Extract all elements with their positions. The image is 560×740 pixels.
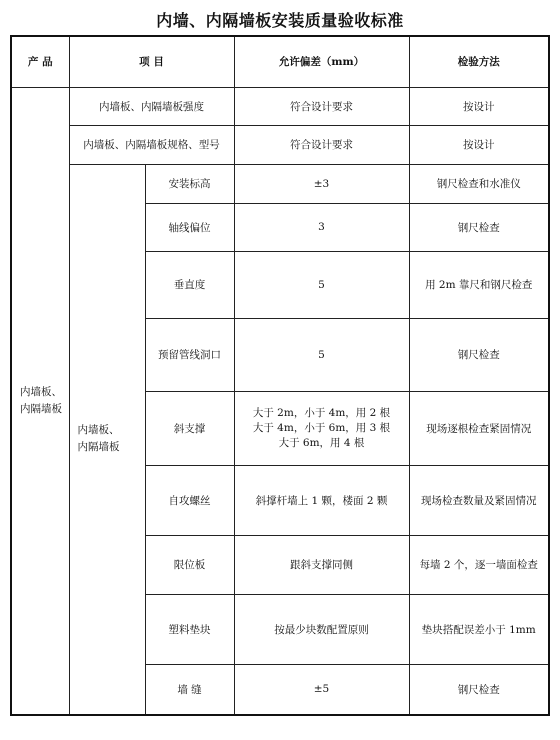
item-cell: 安装标高 bbox=[145, 164, 234, 203]
item-cell: 垂直度 bbox=[145, 251, 234, 318]
tolerance-cell: ±5 bbox=[234, 664, 409, 715]
tolerance-cell: 跟斜支撑同侧 bbox=[234, 535, 409, 594]
table-row bbox=[11, 164, 549, 203]
acceptance-standard-table bbox=[10, 35, 550, 716]
header-product: 产 品 bbox=[11, 36, 69, 87]
tolerance-cell: 3 bbox=[234, 203, 409, 251]
table-row bbox=[11, 125, 549, 164]
item-cell: 墙 缝 bbox=[145, 664, 234, 715]
method-cell: 现场检查数量及紧固情况 bbox=[409, 465, 549, 535]
tolerance-cell: 符合设计要求 bbox=[234, 87, 409, 125]
header-method: 检验方法 bbox=[409, 36, 549, 87]
method-cell: 按设计 bbox=[409, 87, 549, 125]
tolerance-cell: 按最少块数配置原则 bbox=[234, 594, 409, 664]
tolerance-cell: 符合设计要求 bbox=[234, 125, 409, 164]
item-cell: 斜支撑 bbox=[145, 391, 234, 465]
tolerance-cell: 斜撑杆墙上 1 颗，楼面 2 颗 bbox=[234, 465, 409, 535]
item-cell: 预留管线洞口 bbox=[145, 318, 234, 391]
method-cell: 钢尺检查 bbox=[409, 203, 549, 251]
method-cell: 按设计 bbox=[409, 125, 549, 164]
item-cell: 内墙板、内隔墙板规格、型号 bbox=[69, 125, 234, 164]
method-cell: 钢尺检查 bbox=[409, 664, 549, 715]
document-title: 内墙、内隔墙板安装质量验收标准 bbox=[156, 11, 404, 30]
header-item: 项 目 bbox=[69, 36, 234, 87]
item-cell: 自攻螺丝 bbox=[145, 465, 234, 535]
method-cell: 垫块搭配误差小于 1mm bbox=[409, 594, 549, 664]
item-cell: 轴线偏位 bbox=[145, 203, 234, 251]
table-row bbox=[11, 87, 549, 125]
tolerance-cell: ±3 bbox=[234, 164, 409, 203]
header-tolerance: 允许偏差（mm） bbox=[234, 36, 409, 87]
sub-group-cell: 内墙板、 内隔墙板 bbox=[69, 164, 145, 715]
product-name-cell: 内墙板、 内隔墙板 bbox=[11, 87, 69, 715]
method-cell: 用 2m 靠尺和钢尺检查 bbox=[409, 251, 549, 318]
item-cell: 限位板 bbox=[145, 535, 234, 594]
item-cell: 内墙板、内隔墙板强度 bbox=[69, 87, 234, 125]
tolerance-cell: 5 bbox=[234, 318, 409, 391]
tolerance-cell: 大于 2m，小于 4m，用 2 根 大于 4m，小于 6m，用 3 根 大于 6m，用 4 根 bbox=[234, 391, 409, 465]
method-cell: 钢尺检查和水准仪 bbox=[409, 164, 549, 203]
item-cell: 塑料垫块 bbox=[145, 594, 234, 664]
method-cell: 每墙 2 个，逐一墙面检查 bbox=[409, 535, 549, 594]
method-cell: 钢尺检查 bbox=[409, 318, 549, 391]
method-cell: 现场逐根检查紧固情况 bbox=[409, 391, 549, 465]
tolerance-cell: 5 bbox=[234, 251, 409, 318]
header-row bbox=[11, 36, 549, 87]
